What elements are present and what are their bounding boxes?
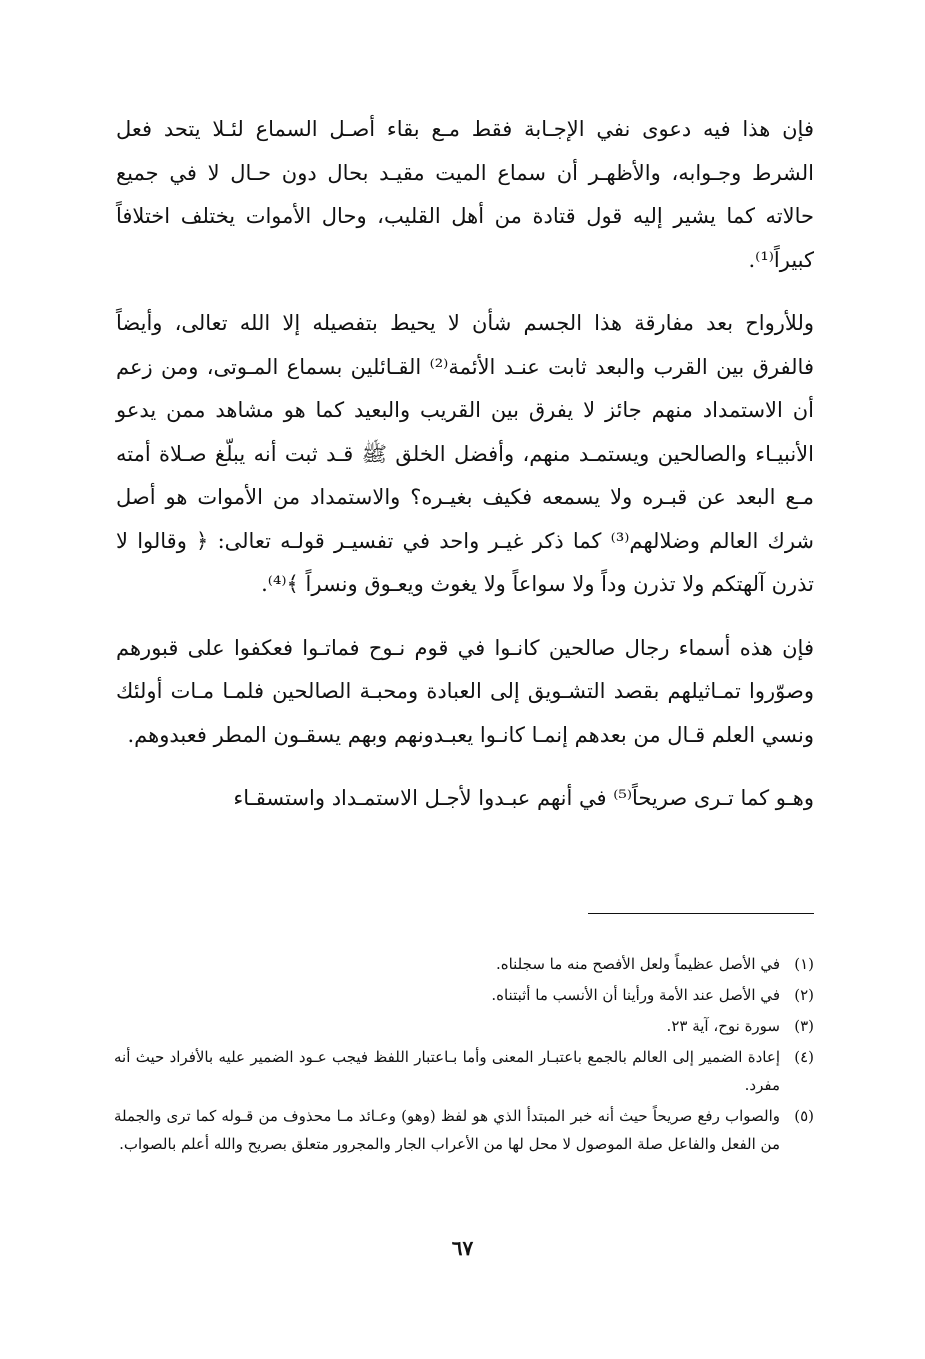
paragraph-4: وهـو كما تـرى صريحاً⁽⁵⁾ في أنهم عبـدوا لأجـل الاستمـداد واستسقـاء (233, 786, 814, 810)
footnote-3 (114, 1012, 814, 1040)
paragraph-1: فإن هذا فيه دعوى نفي الإجـابة فقط مـع بقاء أصـل السماع لئـلا يتحد فعل الشرط وجـوابه، والأظهـر أن سماع الميت مقيـد بحال دون حـال لا في جميع حالاته كما يشير إليه قول قتادة من أهل القليب، وحال الأموات يختلف اختلافاً كبيراً⁽¹⁾. (116, 117, 814, 272)
page-number: ٦٧ (451, 1236, 474, 1260)
footnote-number: (٢) (794, 986, 814, 1004)
footnote-text: والصواب رفع صريحاً حيث أنه خبر المبتدأ الذي هو لفظ (وهو) وعـائد مـا محذوف من قـوله كما ترى والجملة من الفعل والفاعل صلة الموصول لا محل لها من الأعراب الجار والمجرور متعلق بصريح والله أعلم بالصواب. (114, 1107, 780, 1153)
paragraph-2: وللأرواح بعد مفارقة هذا الجسم شأن لا يحيط بتفصيله إلا الله تعالى، وأيضاً فالفرق بين القرب والبعد ثابت عنـد الأئمة⁽²⁾ القـائلين بسماع المـوتى، ومن زعم أن الاستمداد منهم جائز لا يفرق بين القريب والبعيد كما هو مشاهد ممن يدعو الأنبيـاء والصالحين ويستمـد منهم، وأفضل الخلق ﷺ قـد ثبت أنه يبلّغ صـلاة أمته مـع البعد عن قبـره ولا يسمعه فكيف بغيـره؟ والاستمداد من الأموات هو أصل شرك العالم وضلالهم⁽³⁾ كما ذكر غيـر واحد في تفسيـر قولـه تعالى: ﴿ وقالوا لا تذرن آلهتكم ولا تذرن وداً ولا سواعاً ولا يغوث ويعـوق ونسراً ﴾⁽⁴⁾. (116, 311, 814, 596)
main-text-body (116, 108, 814, 841)
footnote-number: (٤) (794, 1048, 814, 1066)
footnote-4 (114, 1043, 814, 1099)
footnote-divider (588, 913, 814, 914)
paragraph-3: فإن هذه أسماء رجال صالحين كانـوا في قوم نـوح فماتـوا فعكفوا على قبورهم وصوّروا تمـاثيلهم بقصد التشـويق إلى العبادة ومحبـة الصالحين فلمـا مـات أولئك ونسي العلم قـال من بعدهم إنمـا كانـوا يعبـدونهم وبهم يسقـون المطر فعبدوهم. (116, 635, 814, 747)
footnote-text: إعادة الضمير إلى العالم بالجمع باعتبـار المعنى وأما بـاعتبار اللفظ فيجب عـود الضمير عليه بالأفراد حيث أنه مفرد. (114, 1048, 780, 1094)
footnote-2 (114, 981, 814, 1009)
footnote-number: (٣) (794, 1017, 814, 1035)
footnote-number: (١) (794, 955, 814, 973)
footnote-text: سورة نوح، آية ٢٣. (666, 1017, 780, 1035)
footnote-5 (114, 1102, 814, 1158)
footnotes (114, 950, 814, 1161)
footnote-text: في الأصل عند الأمة ورأينا أن الأنسب ما أثبتناه. (491, 986, 780, 1004)
footnote-text: في الأصل عظيماً ولعل الأفصح منه ما سجلناه. (495, 955, 780, 973)
footnote-1 (114, 950, 814, 978)
footnote-number: (٥) (794, 1107, 814, 1125)
